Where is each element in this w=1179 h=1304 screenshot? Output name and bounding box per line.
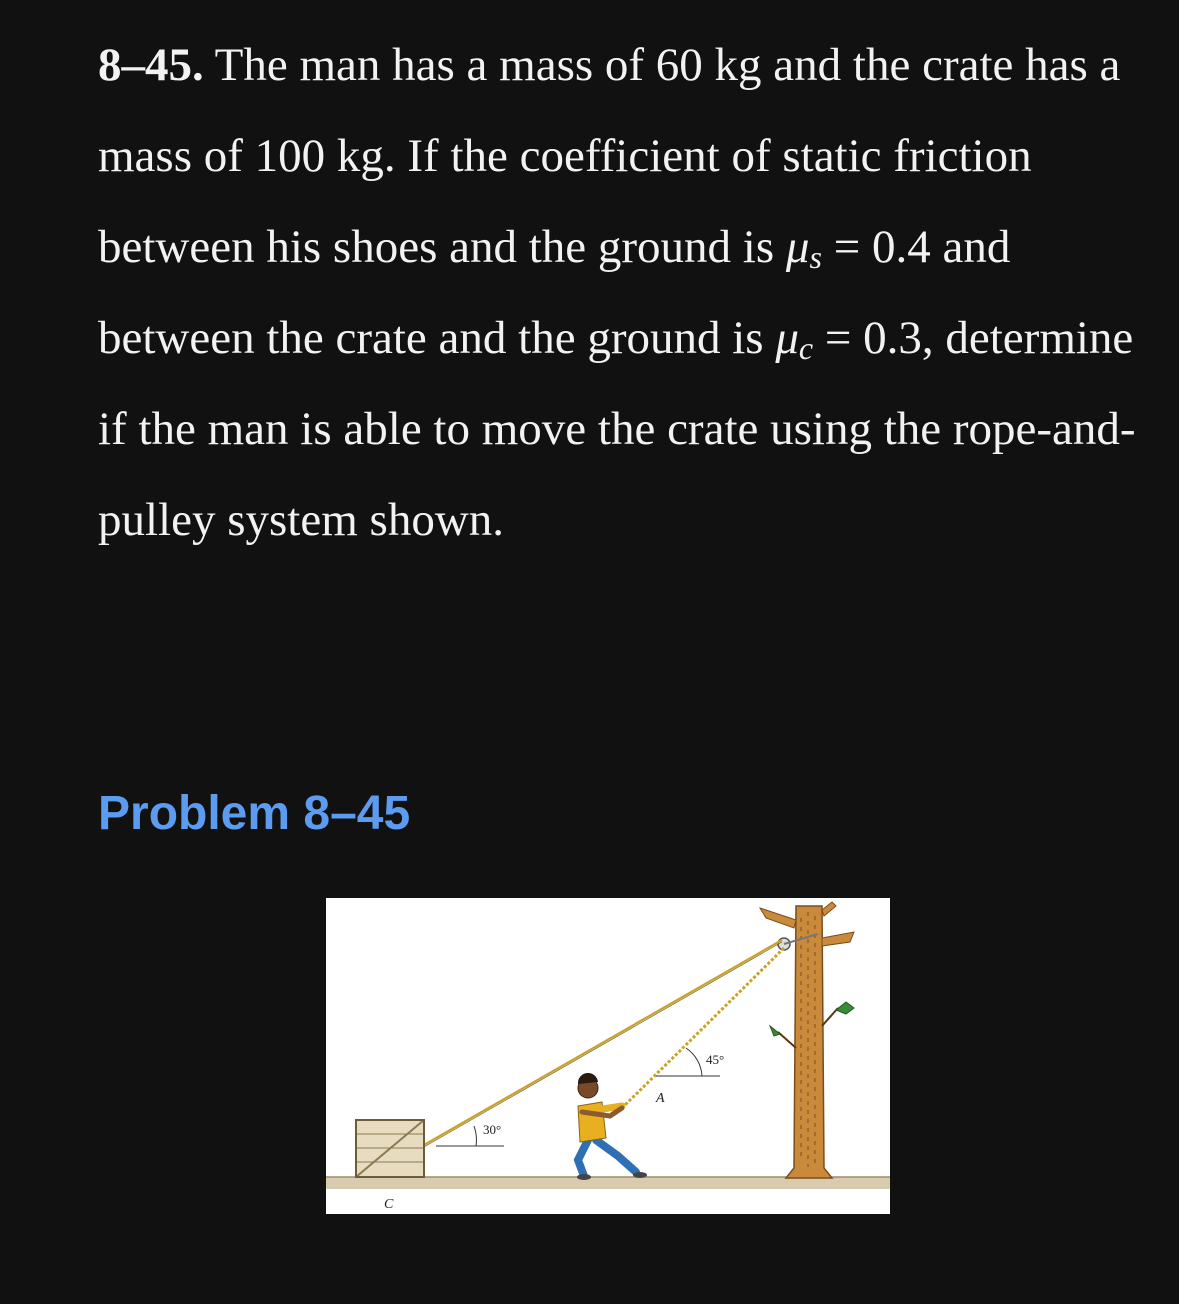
mu-c-symbol: μ — [775, 312, 799, 364]
problem-text-part-3: = 0.3, determine if the man is able to move the crate using the rope-and-pulley system shown. — [98, 312, 1136, 546]
point-c-label: C — [384, 1197, 394, 1212]
problem-number: 8–45. — [98, 39, 204, 91]
problem-text-part-1: The man has a mass of 60 kg and the crate has a mass of 100 kg. If the coefficient of static friction between his shoes and the ground is — [98, 39, 1121, 273]
angle-45-label: 45° — [706, 1052, 725, 1067]
point-a-label: A — [656, 1091, 665, 1106]
rope-pulley-to-man — [620, 948, 784, 1110]
figure-illustration — [326, 898, 890, 1214]
crate — [356, 1120, 424, 1177]
mu-c-subscript: c — [798, 330, 814, 366]
angle-30-arc — [474, 1126, 476, 1146]
mu-s-subscript: s — [809, 239, 822, 275]
angle-30-label: 30° — [483, 1122, 502, 1137]
problem-figure — [326, 898, 890, 1214]
mu-s-symbol: μ — [785, 221, 810, 273]
angle-45-arc — [686, 1048, 702, 1076]
ground — [326, 1177, 890, 1189]
problem-statement — [98, 20, 1148, 566]
problem-text-part-2: = 0.4 and between the crate and the ground is — [98, 221, 1011, 364]
figure-caption: Problem 8–45 — [98, 787, 411, 840]
man — [577, 1073, 647, 1180]
